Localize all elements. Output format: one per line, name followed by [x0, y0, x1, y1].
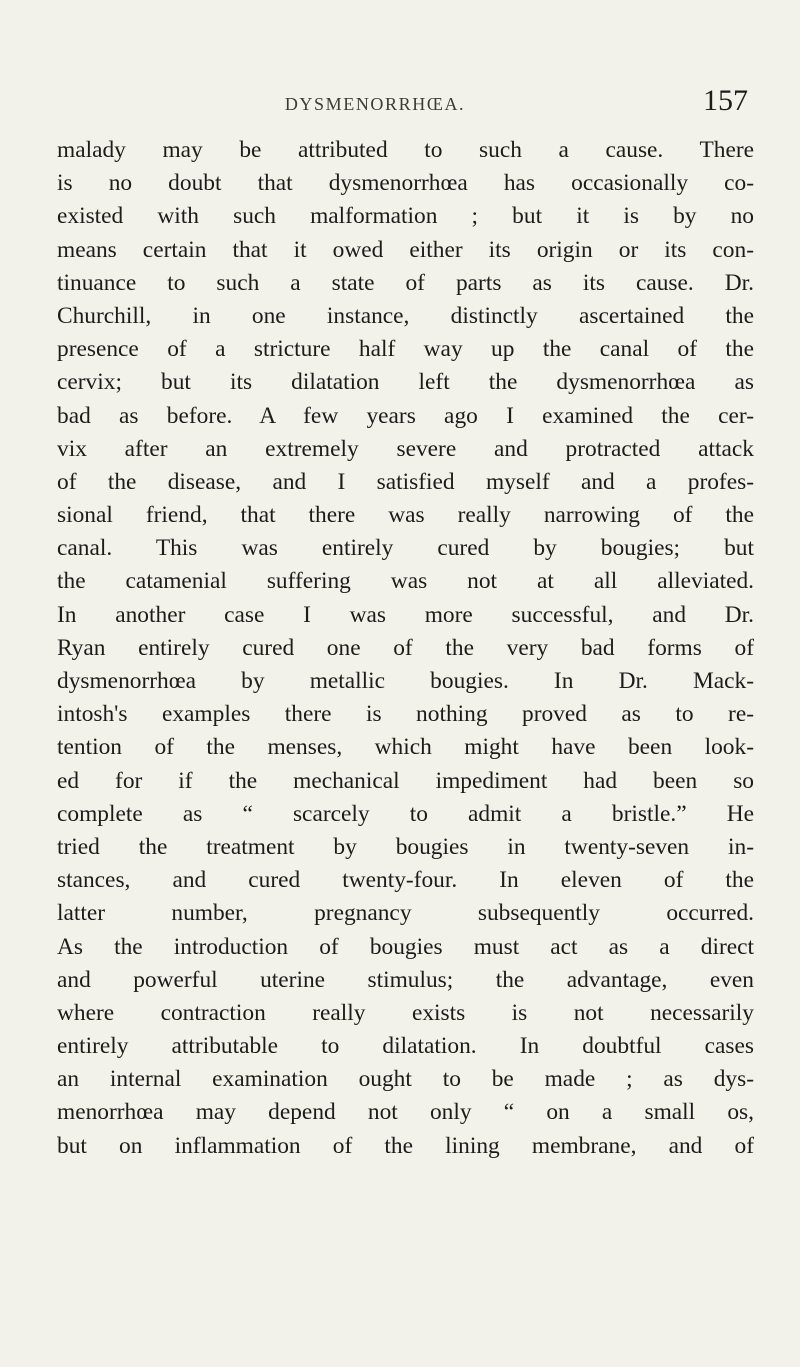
text-line: tention of the menses, which might have been look-	[57, 734, 754, 761]
text-line: latter number, pregnancy subsequently occurred.	[57, 900, 754, 927]
text-line: menorrhœa may depend not only “ on a small os,	[57, 1099, 754, 1126]
text-line: In another case I was more successful, and Dr.	[57, 601, 754, 628]
text-line: where contraction really exists is not necessarily	[57, 999, 754, 1026]
text-line: presence of a stricture half way up the canal of the	[57, 336, 754, 363]
text-line: malady may be attributed to such a cause. There	[57, 137, 754, 163]
text-line: Churchill, in one instance, distinctly ascertained the	[57, 302, 754, 329]
text-line: tried the treatment by bougies in twenty-seven in-	[57, 833, 754, 860]
text-line: existed with such malformation ; but it is by no	[57, 203, 754, 230]
text-line: complete as “ scarcely to admit a bristle.” He	[57, 800, 754, 827]
text-line: is no doubt that dysmenorrhœa has occasionally co-	[57, 170, 754, 197]
text-line: sional friend, that there was really narrowing of the	[57, 502, 754, 529]
text-line: dysmenorrhœa by metallic bougies. In Dr. Mack-	[57, 668, 754, 694]
text-line: As the introduction of bougies must act as a direct	[57, 933, 754, 960]
text-line: cervix; but its dilatation left the dysmenorrhœa as	[57, 369, 754, 396]
text-line: ed for if the mechanical impediment had been so	[57, 767, 754, 794]
text-line: means certain that it owed either its origin or its con-	[57, 236, 754, 263]
page-number: 157	[703, 84, 748, 117]
text-line: the catamenial suffering was not at all alleviated.	[57, 568, 754, 595]
text-line: entirely attributable to dilatation. In doubtful cases	[57, 1033, 754, 1060]
text-line: bad as before. A few years ago I examined the cer-	[57, 402, 754, 429]
text-line: stances, and cured twenty-four. In eleven of the	[57, 867, 754, 894]
text-line: an internal examination ought to be made ; as dys-	[57, 1066, 754, 1093]
running-head	[0, 84, 800, 124]
text-line: intosh's examples there is nothing proved as to re-	[57, 701, 754, 728]
text-line: and powerful uterine stimulus; the advantage, even	[57, 966, 754, 993]
text-line: vix after an extremely severe and protracted attack	[57, 435, 754, 462]
body-text	[57, 134, 754, 1163]
running-title: DYSMENORRHŒA.	[284, 94, 466, 114]
text-line: Ryan entirely cured one of the very bad forms of	[57, 634, 754, 661]
text-line: but on inflammation of the lining membrane, and of	[57, 1132, 754, 1159]
text-line: of the disease, and I satisfied myself and a profes-	[57, 468, 754, 495]
text-line: tinuance to such a state of parts as its cause. Dr.	[57, 269, 754, 296]
text-line: canal. This was entirely cured by bougies; but	[57, 535, 754, 562]
